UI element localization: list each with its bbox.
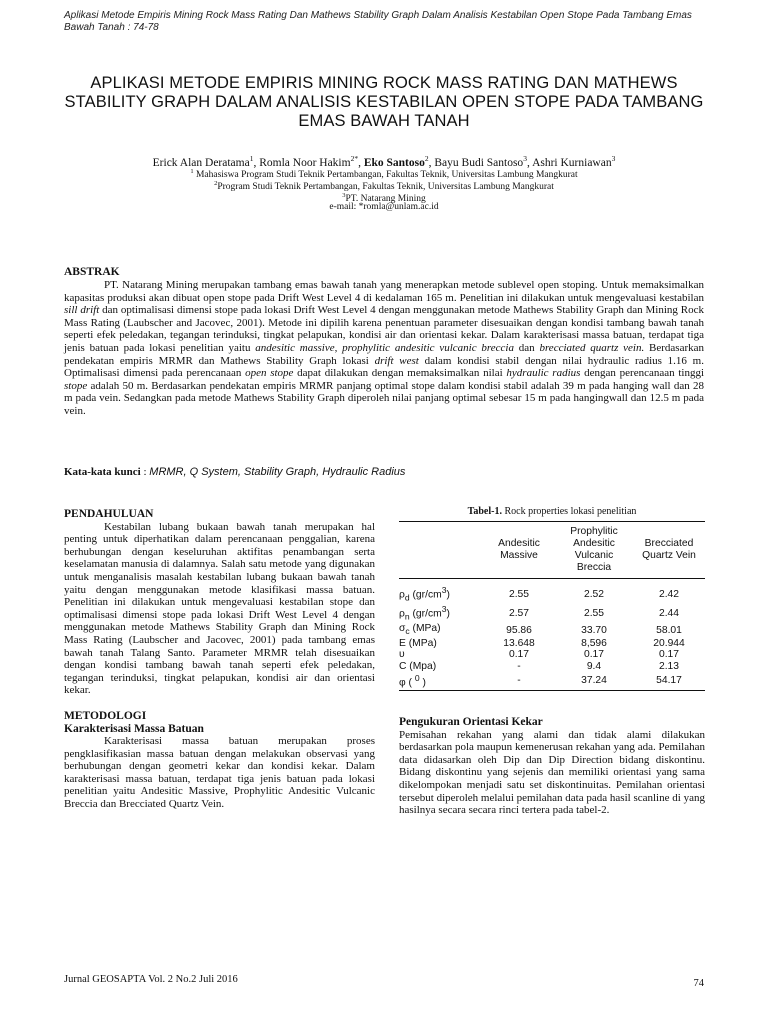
affiliation-2: $^2$Program Studi Teknik Pertambangan, Fakultas Teknik, Universitas Lambung Mangkurat	[214, 180, 554, 193]
paper-title: APLIKASI METODE EMPIRIS MINING ROCK MASS RATING DAN MATHEWS STABILITY GRAPH DALAM ANALISIS KESTABILAN OPEN STOPE PADA TAMBANG EMAS BAWAH TANAH	[64, 74, 704, 130]
table-cell-value: 0.17	[583, 649, 605, 661]
rock-properties-table	[399, 506, 705, 691]
author-email: e-mail: *romla@unlam.ac.id	[329, 202, 439, 212]
right-column	[399, 716, 705, 817]
abstract-heading: ABSTRAK	[64, 266, 120, 278]
table-header-property	[399, 522, 483, 579]
table-caption: Tabel-1. Rock properties lokasi penelitian	[467, 506, 637, 517]
author-name: Romla Noor Hakim$^{2*}$	[259, 154, 359, 169]
table-row	[399, 623, 705, 638]
table-cell-value: 2.13	[658, 660, 680, 672]
table-cell-property: E (MPa)	[399, 637, 437, 649]
joint-orientation-paragraph: Pemisahan rekahan yang alami dan tidak alami dilakukan berdasarkan pola maupun kemenerusan rekahan yang ada. Pemilahan data didasarkan oleh Dip dan Dip Direction bidang diskontinu. Bidang diskontinu yang sejenis dan memiliki orientasi yang sama dikelompokan menjadi satu set diskontinuitas. Pemilahan orientasi tersebut diperoleh melalui pemilahan data pada hasil scanline di yang hasilnya secara secara rinci tertera pada tabel-2.	[399, 728, 705, 817]
table-cell-value: 13.648	[503, 637, 535, 649]
page-number: 74	[693, 978, 704, 989]
method-heading: METODOLOGI	[64, 709, 147, 722]
table-cell-value: -	[483, 673, 555, 691]
joint-orientation-heading: Pengukuran Orientasi Kekar	[399, 716, 543, 728]
table-cell-value: 0.17	[658, 649, 680, 661]
table-cell-value: 20.944	[653, 637, 685, 649]
table-cell-property: φ ( $^0$ )	[399, 673, 483, 691]
table-cell-value: 54.17	[633, 673, 705, 691]
table-cell-value: 2.52	[583, 588, 605, 600]
table-cell-property: $\rho_d$ $(gr/cm^3)$	[399, 585, 450, 603]
author-name: Ashri Kurniawan$^3$	[532, 154, 616, 169]
table-cell-value: 2.55	[583, 607, 605, 619]
running-head: Aplikasi Metode Empiris Mining Rock Mass Rating Dan Mathews Stability Graph Dalam Analisis Kestabilan Open Stope Pada Tambang Emas Bawah Tanah : 74-78	[64, 10, 692, 33]
table-cell-property: υ	[399, 649, 405, 661]
table-cell-value: 2.55	[508, 588, 530, 600]
method-subheading: Karakterisasi Massa Batuan	[64, 722, 204, 735]
author-list: Erick Alan Deratama$^1$, Romla Noor Hakim$^{2*}$, Eko Santoso$^2$, Bayu Budi Santoso$^3$, Ashri Kurniawan$^3$	[152, 154, 616, 169]
table-cell-value: 58.01	[656, 624, 682, 636]
table-cell-value: 9.4	[586, 660, 602, 672]
keywords-line: Kata-kata kunci : MRMR, Q System, Stability Graph, Hydraulic Radius	[64, 466, 406, 478]
table-cell-property: $\rho_n$ $(gr/cm^3)$	[399, 604, 450, 622]
table-cell-value: 37.24	[555, 673, 633, 691]
intro-heading: PENDAHULUAN	[64, 508, 154, 520]
table-header-brecciated: Brecciated Quartz Vein	[633, 522, 705, 579]
table-cell-value: 2.44	[658, 607, 680, 619]
table-cell-value: 2.42	[658, 588, 680, 600]
affiliation-3: $^3$PT. Natarang Mining	[342, 192, 426, 205]
keywords-label: Kata-kata kunci	[64, 466, 141, 478]
table-header-andesitic-massive: Andesitic Massive	[483, 522, 555, 579]
affiliation-1: $^1$ Mahasiswa Program Studi Teknik Pertambangan, Fakultas Teknik, Universitas Lambung Mangkurat	[190, 168, 578, 181]
abstract-body: PT. Natarang Mining merupakan tambang emas bawah tanah yang menerapkan metode sublevel open stoping. Untuk memaksimalkan kapasitas produksi akan dibuat open stope pada Drift West Level 4 di kedalaman 165 m. Penelitian ini dilakukan untuk mengevaluasi kestabilan sill drift dan optimalisasi dimensi stope pada lokasi Drift West Level 4 dengan menggunakan metode Mathews Stability Graph dan Mining Rock Mass Rating (Laubscher and Jacovec, 2001). Metode ini dipilih karena penentuan parameter disesuaikan dengan kondisi tambang bawah tanah seperti efek peledakan, tegangan terinduksi, tingkat pelapukan, kondisi air dan orientasi kekar. Dalam karakterisasi massa batuan, terdapat tiga jenis batuan pada lokasi penelitian yaitu andesitic massive, prophylitic andesitic vulcanic breccia dan brecciated quartz vein. Berdasarkan pendekatan empiris MRMR dan Mathews Stability Graph lokasi drift west dalam kondisi stabil dengan nilai hydraulic radius 1.16 m. Optimalisasi dimensi pada perencanaan open stope dapat dilakukan dengan memaksimalkan nilai hydraulic radius dengan perencanaan tinggi stope adalah 50 m. Berdasarkan pendekatan empiris MRMR panjang optimal stope dalam kondisi stabil adalah 39 m pada hanging wall dan 28 m pada vein. Sedangkan pada metode Mathews Stability Graph diperoleh nilai panjang optimal sebesar 15 m pada hangingwall dan 12.5 m pada vein.	[64, 279, 705, 417]
table-cell-value: 95.86	[506, 624, 532, 636]
intro-paragraph: Kestabilan lubang bukaan bawah tanah merupakan hal penting untuk diperhatikan dalam perencanaan penggalian, karena berhubungan dengan keseluruhan aktifitas penambangan serta keselamatan manusia di dalamnya. Salah satu metode yang digunakan untuk menganalisis masalah kestabilan lubang bukaan bawah tanah yaitu dengan menggunakan metode klasifikasi massa batuan. Penelitian ini dilakukan untuk mengevaluasi kestabilan stope dan optimalisasi dimensi stope pada lokasi Drift West Level 4 dengan menggunakan metode Mathews Stability Graph dan Mining Rock Mass Rating (Laubscher and Jacovec, 2001) pada tambang emas bawah tanah Talang Santo. Parameter MRMR telah disesuaikan dengan kondisi tambang bawah tanah seperti efek peledakan, tegangan terinduksi, tingkat pelapukan, kondisi air dan orientasi kekar.	[64, 520, 375, 697]
method-paragraph: Karakterisasi massa batuan merupakan proses pengklasifikasian massa batuan dengan melakukan observasi yang berhubungan dengan geometri kekar dan kondisi kekar. Dalam karakterisasi massa batuan, terdapat tiga jenis batuan pada lokasi penelitian yaitu Andesitic Massive, Prophylitic Andesitic Vulcanic Breccia dan Brecciated Quartz Vein.	[64, 735, 375, 811]
table-cell-property: C (Mpa)	[399, 660, 437, 672]
table-row	[399, 673, 705, 691]
table-row	[399, 604, 705, 623]
table-row	[399, 661, 705, 673]
author-name: Erick Alan Deratama$^1$	[152, 154, 254, 169]
author-name: Bayu Budi Santoso$^3$	[434, 154, 527, 169]
table-cell-value: 8,596	[581, 637, 607, 649]
table-row	[399, 638, 705, 650]
table-cell-value: 0.17	[508, 649, 530, 661]
table-cell-value: 2.57	[508, 607, 530, 619]
table-cell-value: 33.70	[581, 624, 607, 636]
keywords-text: MRMR, Q System, Stability Graph, Hydraulic Radius	[149, 466, 406, 478]
table-header-prophylitic: Prophylitic Andesitic Vulcanic Breccia	[555, 522, 633, 579]
table-cell-property: $\sigma_c$ (MPa)	[399, 623, 441, 637]
table-row	[399, 649, 705, 661]
left-column	[64, 508, 375, 811]
table-cell-value: -	[517, 660, 521, 672]
table-row	[399, 579, 705, 605]
author-name: Eko Santoso$^2$	[363, 154, 429, 169]
journal-footer: Jurnal GEOSAPTA Vol. 2 No.2 Juli 2016	[64, 974, 238, 985]
